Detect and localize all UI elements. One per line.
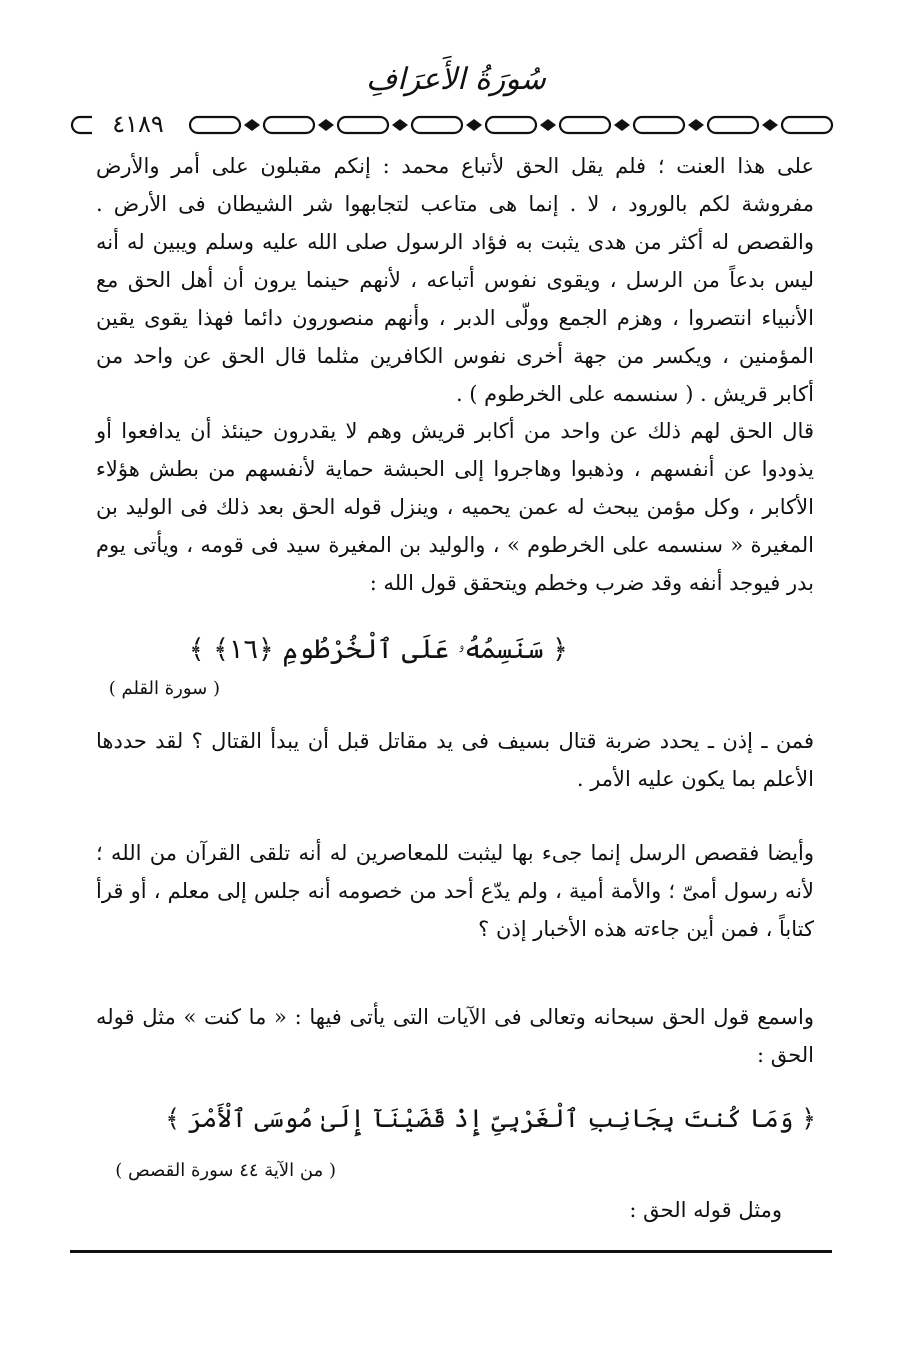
paragraph-5 (96, 998, 814, 1074)
ornament-capsule (560, 117, 610, 133)
ornament-capsule (708, 117, 758, 133)
paragraph-6 (482, 1198, 782, 1222)
ornament-diamond (392, 119, 408, 131)
paragraph-3-text: فمن ـ إذن ـ يحدد ضربة قتال بسيف فى يد مقاتل قبل أن يبدأ القتال ؟ لقد حددها الأعلم بما يكون عليه الأمر . (96, 729, 814, 791)
paragraph-4-text: وأيضا فقصص الرسل إنما جىء بها ليثبت للمعاصرين له أنه تلقى القرآن من الله ؛ لأنه رسول أمىّ ؛ والأمة أمية ، ولم يدّع أحد من خصومه أنه جلس إلى معلم ، أو قرأ كتاباً ، فمن أين جاءته هذه الأخبار إذن ؟ (96, 841, 814, 941)
paragraph-1-text: على هذا العنت ؛ فلم يقل الحق لأتباع محمد : إنكم مقبلون على أمر والأرض مفروشة لكم بالورود ، لا . إنما هى متاعب لتجابهوا شر الشيطان فى الأرض . والقصص له أكثر من هدى يثبت به فؤاد الرسول صلى الله عليه وسلم ويبين له أنه ليس بدعاً من الرسل ، ويقوى نفوس أتباعه ، لأنهم حينما يرون أن أهل الحق مع الأنبياء انتصروا ، وهزم الجمع وولّى الدبر ، وأنهم منصورون دائما فهذا يقوى يقين المؤمنين ، ويكسر من جهة أخرى نفوس الكافرين مثلما قال الحق عن واحد من أكابر قريش . ( سنسمه على الخرطوم ) . (96, 154, 814, 406)
ornament-capsule (338, 117, 388, 133)
ornament-diamond (762, 119, 778, 131)
quran-verse-1: ﴿ سَنَسِمُهُۥ عَلَى ٱلْخُرْطُومِ ﴿١٦﴾ ﴾ (188, 634, 568, 665)
paragraph-5-text: واسمع قول الحق سبحانه وتعالى فى الآيات التى يأتى فيها : « ما كنت » مثل قوله الحق : (96, 1005, 814, 1067)
quran-verse-2: ﴿ وَمَا كُنتَ بِجَانِبِ ٱلْغَرْبِىِّ إِذْ قَضَيْنَآ إِلَىٰ مُوسَى ٱلْأَمْرَ ﴾ (165, 1104, 816, 1133)
ornament-diamond (318, 119, 334, 131)
ornament-capsule (634, 117, 684, 133)
verse-1-reference: ( سورة القلم ) (108, 678, 220, 699)
verse-2-reference: ( من الآية ٤٤ سورة القصص ) (115, 1160, 336, 1181)
paragraph-6-text: ومثل قوله الحق : (629, 1198, 782, 1222)
ornament-diamond (614, 119, 630, 131)
footer-rule (70, 1250, 832, 1253)
ornament-diamond (540, 119, 556, 131)
ornament-capsule (264, 117, 314, 133)
ornament-diamond (688, 119, 704, 131)
page-number: ٤١٨٩ (92, 108, 184, 140)
ornament-diamond (244, 119, 260, 131)
paragraph-2-text: قال الحق لهم ذلك عن واحد من أكابر قريش وهم لا يقدرون حينئذ أن يدافعوا أو يذودوا عن أنفسهم ، وذهبوا وهاجروا إلى الحبشة حماية لأنفسهم من بطش هؤلاء الأكابر ، وكل مؤمن يبحث له عمن يحميه ، وينزل قوله الحق بعد ذلك فى الوليد بن المغيرة « سنسمه على الخرطوم » ، والوليد بن المغيرة سيد فى قومه ، ويأتى يوم بدر فيوجد أنفه وقد ضرب وخطم ويتحقق قول الله : (96, 419, 814, 595)
ornament-capsule (190, 117, 240, 133)
ornament-diamond (466, 119, 482, 131)
ornament-capsule (412, 117, 462, 133)
paragraph-2 (96, 412, 814, 602)
ornament-capsule (486, 117, 536, 133)
surah-title: سُورَةُ الأَعرَافِ (366, 62, 546, 97)
paragraph-1 (96, 147, 814, 413)
ornament-capsule (782, 117, 832, 133)
paragraph-4 (96, 834, 814, 948)
paragraph-3 (96, 722, 814, 798)
header-ornament-border (70, 110, 836, 140)
